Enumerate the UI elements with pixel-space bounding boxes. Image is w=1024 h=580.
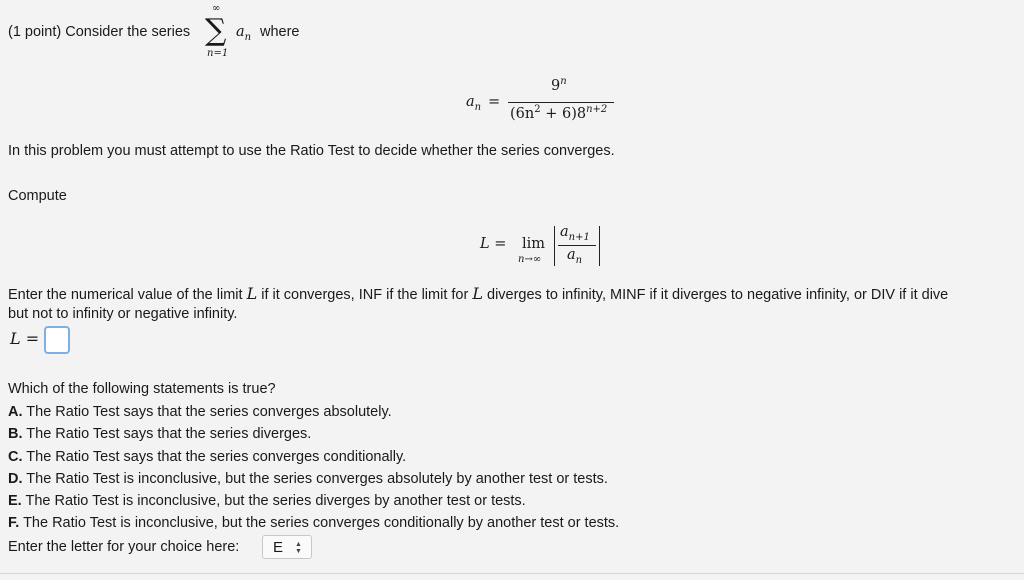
formula-denominator: $(6n^2 + 6)8^{n+2}$ [510, 104, 608, 122]
sigma-symbol: ∑ [205, 13, 227, 48]
limit-lim: lim [522, 236, 546, 252]
enter-limit-instruction: Enter the numerical value of the limit L if it converges, INF if the limit for L diverges to infinity, MINF if it diverges to negative infinity, or DIV if it dive [8, 284, 949, 303]
choice-label: Enter the letter for your choice here: [8, 539, 240, 555]
abs-bar-left [554, 226, 555, 266]
where-label: where [260, 24, 300, 40]
compute-label: Compute [8, 188, 67, 204]
question-text: Which of the following statements is true? [8, 381, 276, 397]
limit-numerator: $a_{n+1}$ [560, 224, 590, 243]
formula-lhs: $a_n$ [466, 94, 482, 113]
enter-limit-instruction-line2: but not to infinity or negative infinity. [8, 306, 238, 322]
formula-equals: = [488, 94, 501, 110]
choice-select[interactable] [262, 535, 312, 559]
bottom-divider [0, 573, 1024, 574]
limit-fraction-bar [558, 245, 596, 246]
limit-lhs: L = [480, 236, 507, 252]
option-a: A. The Ratio Test says that the series converges absolutely. [8, 404, 392, 420]
updown-arrows-icon: ▲ ▼ [295, 541, 302, 555]
option-d: D. The Ratio Test is inconclusive, but the series converges absolutely by another test or tests. [8, 471, 608, 487]
limit-denominator: $a_n$ [567, 247, 583, 266]
sum-upper-limit: ∞ [212, 3, 221, 14]
series-term: $a_n$ [236, 24, 252, 43]
limit-answer-input[interactable] [44, 326, 70, 354]
answer-label: L = [10, 329, 40, 348]
abs-bar-right [599, 226, 600, 266]
formula-numerator: 9$^n$ [551, 76, 567, 94]
sum-lower-limit: n=1 [207, 48, 229, 59]
choice-selected-value: E [273, 539, 284, 556]
problem-intro: (1 point) Consider the series [8, 24, 191, 40]
instruction-text: In this problem you must attempt to use the Ratio Test to decide whether the series converges. [8, 143, 615, 159]
option-b: B. The Ratio Test says that the series diverges. [8, 426, 312, 442]
option-e: E. The Ratio Test is inconclusive, but the series diverges by another test or tests. [8, 493, 526, 509]
option-c: C. The Ratio Test says that the series converges conditionally. [8, 449, 407, 465]
limit-subscript: n→∞ [518, 254, 542, 265]
formula-fraction-bar [508, 102, 614, 103]
option-f: F. The Ratio Test is inconclusive, but the series converges conditionally by another test or tests. [8, 515, 620, 531]
